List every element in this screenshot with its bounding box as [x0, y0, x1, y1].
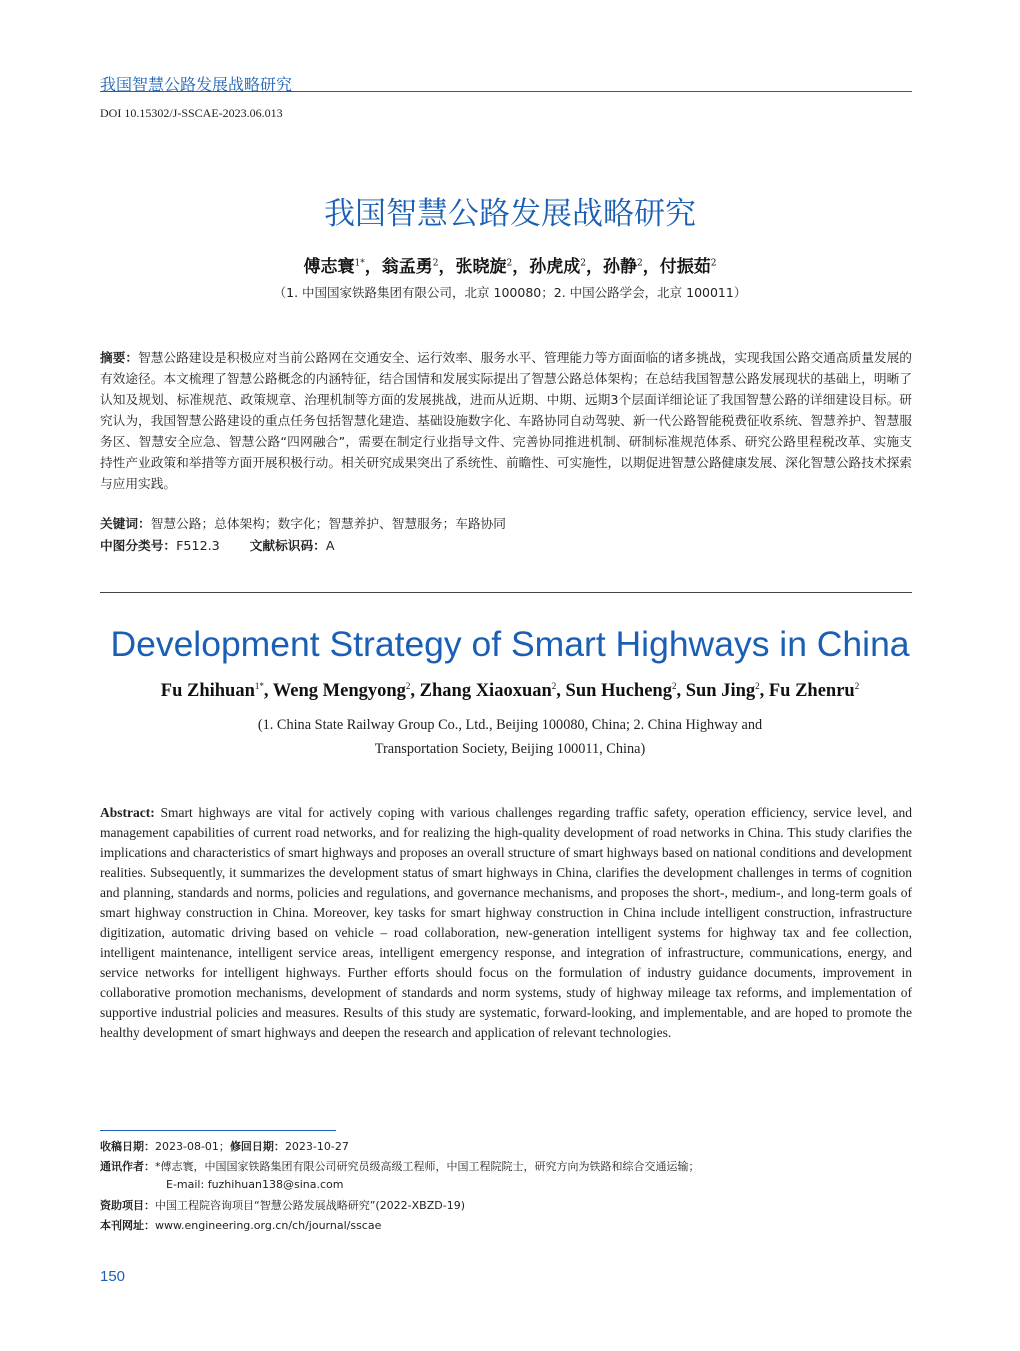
chinese-affiliation: （1. 中国国家铁路集团有限公司，北京 100080；2. 中国公路学会，北京 100011）: [273, 285, 747, 300]
corresponding-text: *傅志寰，中国国家铁路集团有限公司研究员级高级工程师，中国工程院院士，研究方向为铁路和综合交通运输；: [155, 1160, 700, 1173]
english-affiliation-line1: (1. China State Railway Group Co., Ltd., Beijing 100080, China; 2. China Highway and: [257, 717, 763, 733]
footnote-website: [100, 1217, 912, 1233]
author-affiliation-mark: 2: [405, 680, 411, 691]
classification-line: [100, 535, 912, 556]
author-affiliation-mark: 2: [671, 680, 677, 691]
author-affiliation-mark: 2: [580, 258, 586, 269]
footnote-rule: [100, 1130, 336, 1131]
funding-label: 资助项目：: [100, 1199, 155, 1212]
revised-label: 修回日期：: [229, 1140, 285, 1153]
author-separator: ,: [676, 681, 686, 701]
keywords-label: 关键词：: [100, 516, 151, 531]
author-affiliation-mark: 1*: [354, 258, 365, 269]
website-url: www.engineering.org.cn/ch/journal/sscae: [155, 1219, 382, 1232]
footnote-email: E-mail: fuzhihuan138@sina.com: [166, 1178, 344, 1191]
author-affiliation-mark: 2: [432, 258, 439, 269]
section-divider: [100, 592, 912, 593]
running-header-title: 我国智慧公路发展战略研究: [100, 75, 293, 94]
received-date: 2023-08-01；: [155, 1140, 230, 1153]
author-name: 孙静: [602, 257, 637, 277]
author-separator: ,: [759, 681, 769, 701]
author-separator: ，: [512, 257, 530, 277]
keywords-text: 智慧公路；总体架构；数字化；智慧养护、智慧服务；车路协同: [150, 516, 506, 531]
footnote-dates: [100, 1138, 912, 1154]
author-name: 孙虎成: [529, 257, 581, 277]
footnote-funding: [100, 1197, 912, 1213]
page-number: 150: [100, 1268, 126, 1285]
author-separator: ，: [364, 257, 382, 277]
english-abstract-label: Abstract:: [100, 805, 155, 820]
author-affiliation-mark: 2: [755, 680, 760, 691]
author-name: 翁孟勇: [381, 257, 433, 277]
clc-value: F512.3: [176, 538, 220, 553]
revised-date: 2023-10-27: [284, 1140, 349, 1153]
english-title: Development Strategy of Smart Highways in China: [110, 624, 910, 664]
chinese-abstract-text: 智慧公路建设是积极应对当前公路网在交通安全、运行效率、服务水平、管理能力等方面面临的诸多挑战，实现我国公路交通高质量发展的有效途径。本文梳理了智慧公路概念的内涵特征，结合国情和发展实际提出了智慧公路总体架构；在总结我国智慧公路发展现状的基础上，明晰了认知及规划、标准规范、政策规章、治理机制等方面的发展挑战，进而从近期、中期、远期3个层面详细论证了我国智慧公路的详细建设目标。研究认为，我国智慧公路建设的重点任务包括智慧化建造、基础设施数字化、车路协同自动驾驶、新一代公路智能税费征收系统、智慧养护、智慧服务区、智慧安全应急、智慧公路“四网融合”，需要在制定行业指导文件、完善协同推进机制、研制标准规范体系、研究公路里程税改革、实施支持性产业政策和举措等方面开展积极行动。相关研究成果突出了系统性、前瞻性、可实施性，以期促进智慧公路健康发展、深化智慧公路技术探索与应用实践。: [100, 350, 912, 491]
doi-line: DOI 10.15302/J-SSCAE-2023.06.013: [100, 106, 283, 120]
author-name: 付振茹: [659, 257, 711, 277]
author-separator: ,: [556, 681, 566, 701]
author-name: Weng Mengyong: [272, 681, 406, 701]
chinese-abstract-label: 摘要：: [100, 350, 139, 365]
received-label: 收稿日期：: [100, 1140, 155, 1153]
english-affiliation-line2: Transportation Society, Beijing 100011, China): [374, 741, 646, 757]
corresponding-label: 通讯作者：: [100, 1160, 155, 1173]
author-separator: ,: [263, 681, 273, 701]
author-separator: ，: [438, 257, 456, 277]
chinese-keywords: [100, 513, 912, 534]
chinese-abstract: [100, 347, 912, 494]
english-abstract-text: Smart highways are vital for actively coping with various challenges regarding traffic safety, operation efficiency, service level, and management capabilities of current road networks, and for realizing the high-quality development of road networks in China. This study clarifies the implications and characteristics of smart highways and proposes an overall structure of smart highways based on national conditions and development realities. Subsequently, it summarizes the development status of smart highways in China, clarifies the development challenges in terms of cognition and planning, standards and norms, policies and regulations, and governance mechanisms, and proposes the short-, medium-, and long-term goals of smart highway construction in China. Moreover, key tasks for smart highway construction in China include intelligent construction, infrastructure digitization, automatic driving based on vehicle – road collaboration, new-generation intelligent systems for highway tax and fee collection, intelligent maintenance, intelligent service areas, intelligent emergency response, and integration of infrastructure, communications, energy, and service networks for intelligent highways. Further efforts should focus on the formulation of industry guidance documents, improvement in collaborative promotion mechanisms, development of standards and norm systems, study of highway mileage tax reforms, and implementation of supportive industrial policies and measures. Results of this study are systematic, forward-looking, and implementable, and are hoped to promote the healthy development of smart highways and deepen the research and application of relevant technologies.: [100, 805, 912, 1040]
english-abstract: [100, 803, 912, 1043]
funding-text: 中国工程院咨询项目“智慧公路发展战略研究”(2022-XBZD-19): [155, 1199, 465, 1212]
author-name: Fu Zhihuan: [160, 681, 255, 701]
author-affiliation-mark: 1*: [254, 680, 264, 691]
author-name: Fu Zhenru: [768, 681, 855, 701]
doc-code-value: A: [325, 538, 335, 553]
english-affiliation: [0, 713, 1020, 761]
author-affiliation-mark: 2: [710, 258, 717, 269]
chinese-authors: [0, 252, 1020, 277]
author-affiliation-mark: 2: [551, 680, 557, 691]
clc-label: 中图分类号：: [100, 538, 177, 553]
author-name: Sun Hucheng: [565, 681, 672, 701]
header-rule: [100, 91, 912, 92]
author-separator: ，: [585, 257, 603, 277]
author-affiliation-mark: 2: [854, 680, 860, 691]
chinese-title: 我国智慧公路发展战略研究: [324, 196, 696, 232]
english-authors: [0, 681, 1020, 702]
author-affiliation-mark: 2: [636, 258, 643, 269]
author-affiliation-mark: 2: [506, 258, 513, 269]
author-name: 张晓旋: [455, 257, 507, 277]
author-name: 傅志寰: [303, 257, 355, 277]
footnote-corresponding: [100, 1158, 912, 1174]
website-label: 本刊网址：: [100, 1219, 155, 1232]
author-name: Sun Jing: [685, 681, 756, 701]
doc-code-label: 文献标识码：: [249, 538, 326, 553]
author-name: Zhang Xiaoxuan: [419, 681, 552, 701]
author-separator: ，: [642, 257, 660, 277]
author-separator: ,: [410, 681, 420, 701]
